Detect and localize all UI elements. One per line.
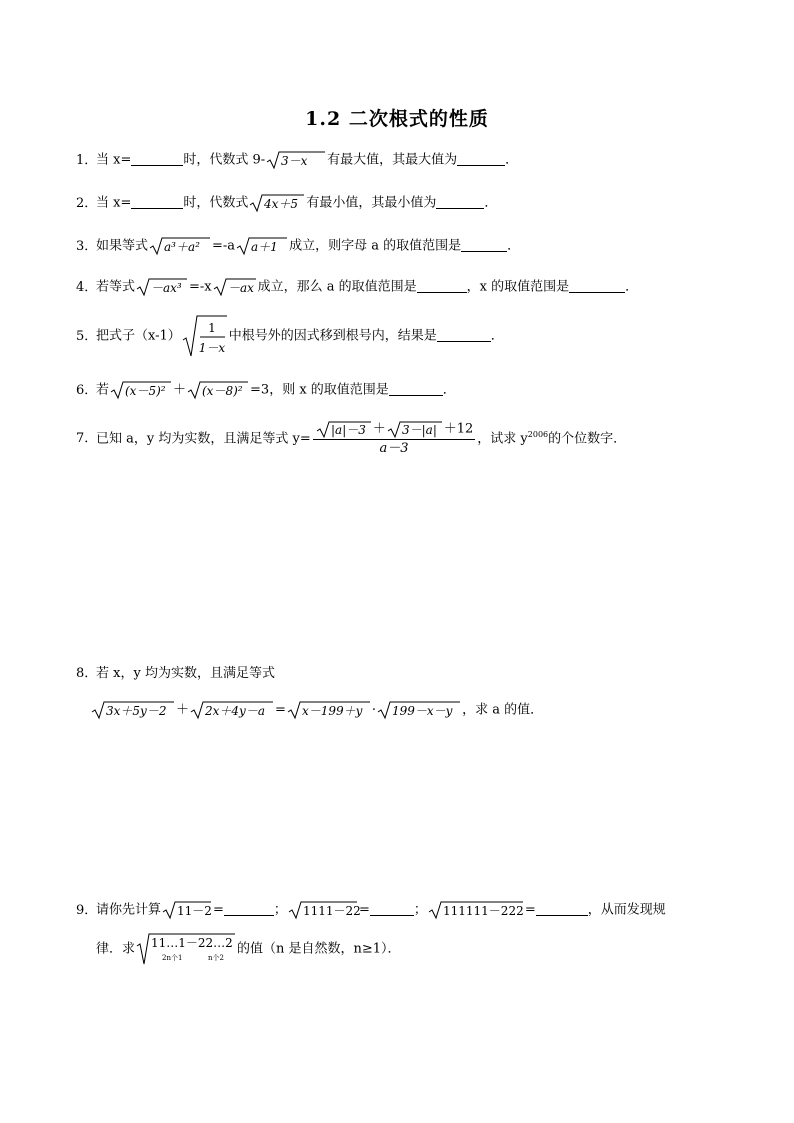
q2-number: 2．	[76, 195, 98, 211]
q1-blank-2	[457, 151, 505, 166]
q3-text-c: 成立，则字母 a 的取值范围是	[289, 238, 462, 254]
q4-radical-1	[136, 277, 188, 297]
q7-text-a: 已知 a，y 均为实数，且满足等式 y=	[96, 431, 311, 447]
q4-blank-1	[417, 278, 467, 293]
q4-text-b: =-x	[189, 279, 212, 295]
q8-dot: ·	[371, 702, 377, 718]
q8-radicand-4: 199－x－y	[392, 704, 453, 718]
q6-text-b: =3，则 x 的取值范围是	[250, 382, 389, 398]
q3-radicand-1: a³＋a²	[164, 240, 200, 254]
q8-number: 8．	[76, 666, 98, 681]
q1-radicand: 3－x	[281, 154, 308, 168]
q2-blank-1	[131, 194, 183, 209]
q8-text-a: 若 x，y 均为实数，且满足等式	[96, 666, 275, 681]
q5-number: 5．	[76, 328, 98, 344]
q8-radicand-2: 2x＋4y－a	[205, 704, 265, 718]
q3-text-a: 如果等式	[96, 238, 149, 254]
q8-radical-3	[287, 700, 371, 720]
q8-text-b: ，求 a 的值．	[462, 702, 544, 718]
q9-radical-3	[428, 900, 524, 920]
q7-exponent: 2006	[527, 429, 549, 439]
q6-radicand-2: (x－8)²	[202, 384, 243, 398]
q5-text-a: 把式子（x-1）	[96, 328, 181, 344]
q8-radicand-1: 3x＋5y－2	[106, 704, 167, 718]
q5-end: ．	[490, 328, 504, 344]
q3-text-b: =-a	[212, 238, 236, 254]
q4-text-d: ，x 的取值范围是	[466, 279, 570, 295]
q7-text-c: 的个位数字．	[548, 431, 627, 447]
q2-radicand: 4x＋5	[264, 197, 299, 211]
q6-blank	[389, 381, 443, 396]
q7-denominator: a－3	[379, 440, 409, 456]
q4-text-a: 若等式	[96, 279, 136, 295]
q4-radical-2	[213, 277, 257, 297]
q1-number: 1．	[76, 152, 98, 168]
question-9	[76, 900, 666, 921]
q6-end: ．	[442, 382, 456, 398]
q6-radical-2	[187, 380, 249, 400]
q2-text-c: 有最小值，其最小值为	[306, 195, 437, 211]
q7-numerator	[313, 420, 476, 440]
q1-text-a: 当 x=	[96, 152, 132, 168]
q4-number: 4．	[76, 279, 98, 295]
q4-radicand-1: －ax³	[151, 281, 182, 295]
q4-text-c: 成立，那么 a 的取值范围是	[257, 279, 417, 295]
q7-radicand-2: 3－|a|	[401, 423, 437, 437]
question-5	[76, 314, 504, 358]
q2-text-a: 当 x=	[96, 195, 132, 211]
q4-end: ．	[625, 279, 639, 295]
question-3	[76, 236, 520, 257]
question-9-line-2	[96, 932, 401, 966]
q6-text-a: 若	[96, 382, 110, 398]
question-1	[76, 150, 518, 171]
q6-radical-1	[110, 380, 172, 400]
q7-text-b: ，试求 y	[477, 431, 528, 447]
q9-blank-2	[370, 901, 414, 916]
q9-radicand-2: 1111－22	[302, 904, 361, 918]
q1-blank-1	[131, 151, 183, 166]
q9-number: 9．	[76, 902, 98, 918]
q9-radical-4	[136, 932, 236, 966]
q3-end: ．	[507, 238, 521, 254]
q3-radical-2	[236, 236, 288, 256]
q8-radicand-3: x－199＋y	[301, 704, 363, 718]
q9-text-a: 请你先计算	[96, 902, 162, 918]
q4-blank-2	[569, 278, 625, 293]
q3-radical-1	[149, 236, 211, 256]
q7-number: 7．	[76, 431, 98, 447]
q7-radical-1	[316, 420, 372, 438]
q2-end: ．	[484, 195, 498, 211]
q6-plus: ＋	[173, 382, 187, 398]
q9-radicand-4: 11…1－22…2	[151, 936, 233, 950]
q5-radical	[182, 314, 228, 358]
q2-radical	[249, 193, 305, 213]
q6-radicand-1: (x－5)²	[125, 384, 166, 398]
q9-radicand-3: 111111－222	[442, 904, 524, 918]
q7-top-plus: ＋	[372, 421, 386, 437]
q1-radical	[266, 150, 326, 170]
q9-eq-1: =	[213, 902, 224, 918]
q8-radical-1	[91, 700, 175, 720]
q9-line2-text-b: 的值（n 是自然数，n≥1）．	[237, 941, 401, 957]
q9-eq-2: =	[358, 902, 370, 918]
q1-text-b: 时，代数式 9-	[183, 152, 266, 168]
question-6	[76, 380, 456, 401]
q5-frac-top: 1	[207, 321, 216, 335]
q7-fraction	[313, 420, 476, 458]
q5-blank	[437, 327, 491, 342]
q3-radicand-2: a＋1	[251, 240, 278, 254]
question-8-equation	[90, 700, 543, 721]
question-7	[76, 420, 626, 458]
q2-text-b: 时，代数式	[183, 195, 249, 211]
q7-radical-2	[387, 420, 443, 438]
q9-radicand-1: 11－2	[177, 904, 212, 918]
q5-text-b: 中根号外的因式移到根号内，结果是	[228, 328, 437, 344]
q2-blank-2	[436, 194, 484, 209]
q9-sub-2: n个2	[208, 954, 224, 962]
q9-line2-text-a: 律．求	[96, 941, 136, 957]
q8-radical-2	[190, 700, 274, 720]
question-2	[76, 193, 497, 214]
q8-radical-4	[377, 700, 461, 720]
q5-frac-bottom: 1－x	[198, 341, 225, 355]
q9-sub-1: 2n个1	[162, 954, 183, 962]
q9-eq-3: =	[524, 902, 536, 918]
q8-plus: ＋	[176, 702, 190, 718]
q7-top-end: ＋12	[443, 421, 474, 437]
q1-end: ．	[505, 152, 519, 168]
question-8	[76, 664, 275, 684]
q3-number: 3．	[76, 238, 98, 254]
q4-radicand-2: －ax	[227, 281, 254, 295]
q8-equals: =	[275, 702, 286, 718]
q9-blank-1	[224, 901, 274, 916]
q3-blank	[461, 237, 507, 252]
page-title: 1.2 二次根式的性质	[305, 108, 489, 130]
q9-radical-1	[162, 900, 212, 920]
q9-blank-3	[536, 901, 588, 916]
q7-radicand-1: |a|－3	[330, 423, 366, 437]
q1-text-c: 有最大值，其最大值为	[327, 152, 458, 168]
q6-number: 6．	[76, 382, 98, 398]
q9-radical-2	[288, 900, 361, 920]
question-4	[76, 277, 638, 298]
q9-text-b: ，从而发现规	[587, 902, 666, 918]
q9-sep-2: ；	[413, 902, 427, 918]
q9-sep-1: ；	[273, 902, 287, 918]
